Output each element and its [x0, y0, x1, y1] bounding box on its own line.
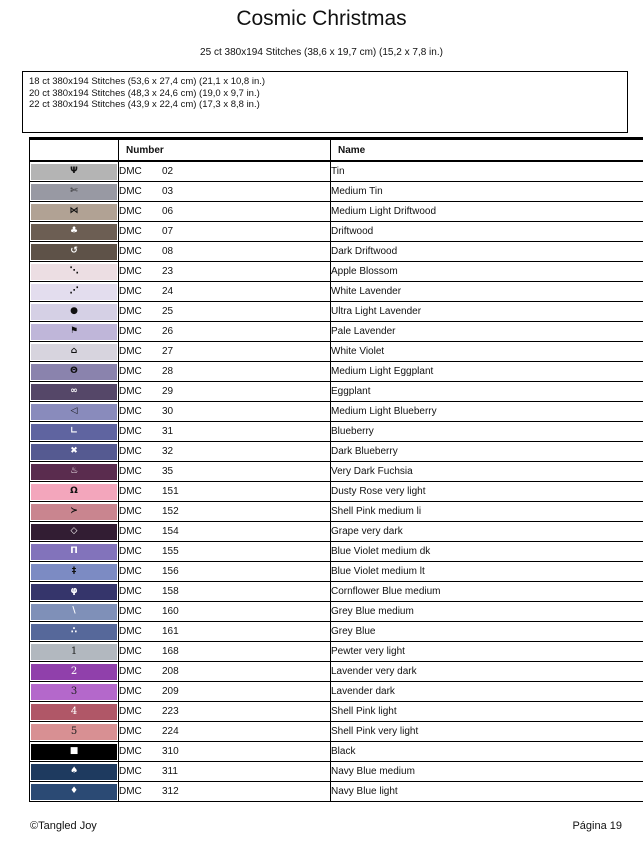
legend-row [30, 562, 643, 582]
brand-label: DMC [119, 526, 142, 537]
brand-label: DMC [119, 166, 142, 177]
number-column-header: Number [119, 139, 331, 162]
brand-label: DMC [119, 226, 142, 237]
brand-label: DMC [119, 386, 142, 397]
stitch-symbol-icon: ⌂ [70, 346, 78, 356]
brand-label: DMC [119, 726, 142, 737]
brand-label: DMC [119, 706, 142, 717]
floss-code: 23 [162, 266, 174, 277]
floss-name: Medium Light Eggplant [331, 362, 643, 382]
legend-row [30, 582, 643, 602]
brand-label: DMC [119, 486, 142, 497]
stitch-symbol-icon: ∴ [70, 626, 78, 636]
floss-code: 29 [162, 386, 174, 397]
brand-label: DMC [119, 566, 142, 577]
floss-name: Navy Blue medium [331, 762, 643, 782]
floss-name: Dark Blueberry [331, 442, 643, 462]
floss-code: 02 [162, 166, 174, 177]
floss-name: Tin [331, 161, 643, 182]
brand-label: DMC [119, 786, 142, 797]
color-swatch [31, 304, 117, 320]
stitch-symbol-icon: 1 [70, 645, 78, 657]
stitch-symbol-icon: ‡ [71, 566, 77, 576]
floss-code: 161 [162, 626, 179, 637]
color-swatch [31, 604, 117, 620]
floss-code: 25 [162, 306, 174, 317]
floss-name: Medium Tin [331, 182, 643, 202]
floss-name: Lavender very dark [331, 662, 643, 682]
floss-name: Pale Lavender [331, 322, 643, 342]
floss-name: Medium Light Blueberry [331, 402, 643, 422]
color-swatch [31, 224, 117, 240]
floss-code: 26 [162, 326, 174, 337]
color-swatch [31, 204, 117, 220]
page-footer [30, 820, 622, 832]
floss-code: 27 [162, 346, 174, 357]
floss-code: 310 [162, 746, 179, 757]
brand-label: DMC [119, 326, 142, 337]
color-swatch [31, 384, 117, 400]
floss-code: 155 [162, 546, 179, 557]
copyright-text: ©Tangled Joy [30, 820, 97, 832]
color-swatch [31, 704, 117, 720]
legend-row [30, 782, 643, 802]
color-swatch [31, 164, 117, 180]
floss-code: 224 [162, 726, 179, 737]
legend-row [30, 402, 643, 422]
stitch-symbol-icon: Ψ [70, 166, 78, 176]
floss-code: 08 [162, 246, 174, 257]
stitch-symbol-icon: Ω [70, 486, 78, 496]
legend-row [30, 642, 643, 662]
floss-name: Shell Pink medium li [331, 502, 643, 522]
brand-label: DMC [119, 246, 142, 257]
stitch-symbol-icon: ≻ [70, 506, 78, 516]
brand-label: DMC [119, 426, 142, 437]
floss-name: Blueberry [331, 422, 643, 442]
legend-row [30, 382, 643, 402]
legend-row [30, 742, 643, 762]
stitch-symbol-icon: ∟ [70, 426, 78, 436]
color-swatch [31, 364, 117, 380]
legend-row [30, 422, 643, 442]
stitch-symbol-icon: ✄ [70, 186, 78, 196]
color-swatch [31, 664, 117, 680]
floss-name: Blue Violet medium lt [331, 562, 643, 582]
floss-code: 152 [162, 506, 179, 517]
color-swatch [31, 744, 117, 760]
stitch-symbol-icon: φ [70, 586, 78, 596]
brand-label: DMC [119, 506, 142, 517]
stitch-symbol-icon: ⚑ [69, 326, 79, 336]
floss-name: Shell Pink light [331, 702, 643, 722]
legend-row [30, 242, 643, 262]
floss-name: Shell Pink very light [331, 722, 643, 742]
legend-row [30, 722, 643, 742]
stitch-count-subtitle: 25 ct 380x194 Stitches (38,6 x 19,7 cm) (15,2 x 7,8 in.) [200, 47, 443, 58]
floss-code: 32 [162, 446, 174, 457]
brand-label: DMC [119, 366, 142, 377]
color-swatch [31, 324, 117, 340]
floss-name: Eggplant [331, 382, 643, 402]
floss-name: Cornflower Blue medium [331, 582, 643, 602]
floss-code: 154 [162, 526, 179, 537]
stitch-symbol-icon: ◇ [70, 526, 78, 536]
floss-name: Medium Light Driftwood [331, 202, 643, 222]
legend-row [30, 302, 643, 322]
floss-name: Navy Blue light [331, 782, 643, 802]
legend-row [30, 322, 643, 342]
legend-row [30, 542, 643, 562]
legend-row [30, 462, 643, 482]
brand-label: DMC [119, 446, 142, 457]
color-swatch [31, 184, 117, 200]
floss-code: 07 [162, 226, 174, 237]
legend-row [30, 282, 643, 302]
legend-row [30, 522, 643, 542]
brand-label: DMC [119, 346, 142, 357]
floss-name: Blue Violet medium dk [331, 542, 643, 562]
legend-row [30, 682, 643, 702]
color-swatch [31, 444, 117, 460]
page-number: Página 19 [572, 820, 622, 832]
stitch-symbol-icon: 3 [70, 685, 78, 697]
brand-label: DMC [119, 466, 142, 477]
floss-name: Grape very dark [331, 522, 643, 542]
floss-name: Apple Blossom [331, 262, 643, 282]
brand-label: DMC [119, 686, 142, 697]
color-swatch [31, 544, 117, 560]
name-column-header: Name [331, 139, 643, 162]
brand-label: DMC [119, 626, 142, 637]
floss-code: 208 [162, 666, 179, 677]
brand-label: DMC [119, 606, 142, 617]
floss-code: 311 [162, 766, 178, 777]
color-swatch [31, 644, 117, 660]
floss-code: 158 [162, 586, 179, 597]
brand-label: DMC [119, 406, 142, 417]
brand-label: DMC [119, 586, 142, 597]
legend-row [30, 342, 643, 362]
color-swatch [31, 524, 117, 540]
stitch-symbol-icon: Π [70, 546, 78, 556]
stitch-symbol-icon: ⋈ [69, 206, 79, 216]
legend-row [30, 662, 643, 682]
fabric-size-box [22, 71, 628, 133]
floss-code: 156 [162, 566, 179, 577]
color-swatch [31, 624, 117, 640]
floss-code: 223 [162, 706, 179, 717]
stitch-symbol-icon: ↺ [70, 246, 78, 256]
brand-label: DMC [119, 646, 142, 657]
stitch-symbol-icon: Θ [70, 366, 78, 376]
brand-label: DMC [119, 666, 142, 677]
color-swatch [31, 264, 117, 280]
color-swatch [31, 724, 117, 740]
brand-label: DMC [119, 546, 142, 557]
legend-row [30, 482, 643, 502]
legend-row [30, 161, 643, 182]
legend-table-header [30, 139, 643, 162]
color-swatch [31, 764, 117, 780]
legend-row [30, 762, 643, 782]
color-swatch [31, 424, 117, 440]
floss-name: Lavender dark [331, 682, 643, 702]
floss-code: 24 [162, 286, 174, 297]
legend-row [30, 202, 643, 222]
floss-code: 160 [162, 606, 179, 617]
color-swatch [31, 564, 117, 580]
stitch-symbol-icon: ⋱ [69, 266, 79, 276]
floss-name: Pewter very light [331, 642, 643, 662]
color-swatch [31, 404, 117, 420]
brand-label: DMC [119, 286, 142, 297]
floss-name: Dark Driftwood [331, 242, 643, 262]
floss-code: 209 [162, 686, 179, 697]
fabric-size-line: 22 ct 380x194 Stitches (43,9 x 22,4 cm) (17,3 x 8,8 in.) [29, 99, 260, 110]
fabric-size-line: 18 ct 380x194 Stitches (53,6 x 27,4 cm) (21,1 x 10,8 in.) [29, 76, 266, 87]
legend-row [30, 702, 643, 722]
stitch-symbol-icon: 4 [70, 705, 78, 717]
brand-label: DMC [119, 306, 142, 317]
floss-code: 06 [162, 206, 174, 217]
legend-row [30, 362, 643, 382]
legend-row [30, 262, 643, 282]
fabric-size-line: 20 ct 380x194 Stitches (48,3 x 24,6 cm) (19,0 x 9,7 in.) [29, 87, 260, 99]
floss-code: 31 [162, 426, 174, 437]
color-swatch [31, 684, 117, 700]
floss-name: White Lavender [331, 282, 643, 302]
legend-row [30, 222, 643, 242]
color-swatch [31, 284, 117, 300]
symbol-column-header [30, 139, 119, 162]
legend-row [30, 182, 643, 202]
brand-label: DMC [119, 206, 142, 217]
color-swatch [31, 464, 117, 480]
stitch-symbol-icon: ♦ [69, 786, 79, 796]
stitch-symbol-icon: ◁ [70, 406, 78, 416]
floss-name: Ultra Light Lavender [331, 302, 643, 322]
stitch-symbol-icon: 2 [70, 665, 78, 677]
legend-row [30, 602, 643, 622]
legend-row [30, 442, 643, 462]
floss-name: Very Dark Fuchsia [331, 462, 643, 482]
stitch-symbol-icon: ♨ [69, 466, 79, 476]
brand-label: DMC [119, 266, 142, 277]
floss-name: Black [331, 742, 643, 762]
page-title: Cosmic Christmas [236, 7, 407, 30]
color-swatch [31, 484, 117, 500]
stitch-symbol-icon: ● [70, 306, 78, 316]
legend-table-body [30, 161, 643, 802]
floss-code: 28 [162, 366, 174, 377]
legend-row [30, 622, 643, 642]
floss-legend-table [29, 137, 643, 802]
color-swatch [31, 784, 117, 800]
floss-code: 03 [162, 186, 174, 197]
brand-label: DMC [119, 766, 142, 777]
floss-code: 35 [162, 466, 174, 477]
stitch-symbol-icon: 5 [70, 725, 78, 737]
floss-code: 168 [162, 646, 179, 657]
color-swatch [31, 244, 117, 260]
color-swatch [31, 584, 117, 600]
legend-row [30, 502, 643, 522]
floss-code: 312 [162, 786, 179, 797]
floss-name: White Violet [331, 342, 643, 362]
legend-header-row [30, 139, 643, 162]
floss-code: 30 [162, 406, 174, 417]
stitch-symbol-icon: ♣ [69, 226, 79, 236]
color-swatch [31, 504, 117, 520]
stitch-symbol-icon: ∖ [70, 606, 78, 616]
stitch-symbol-icon: ♠ [69, 766, 79, 776]
stitch-symbol-icon: ⋰ [69, 286, 79, 296]
floss-name: Grey Blue [331, 622, 643, 642]
stitch-symbol-icon: ✖ [70, 446, 78, 456]
floss-name: Driftwood [331, 222, 643, 242]
brand-label: DMC [119, 746, 142, 757]
color-swatch [31, 344, 117, 360]
stitch-symbol-icon: ∞ [70, 386, 78, 396]
floss-code: 151 [162, 486, 179, 497]
floss-name: Grey Blue medium [331, 602, 643, 622]
brand-label: DMC [119, 186, 142, 197]
stitch-symbol-icon: ■ [69, 746, 79, 756]
floss-name: Dusty Rose very light [331, 482, 643, 502]
